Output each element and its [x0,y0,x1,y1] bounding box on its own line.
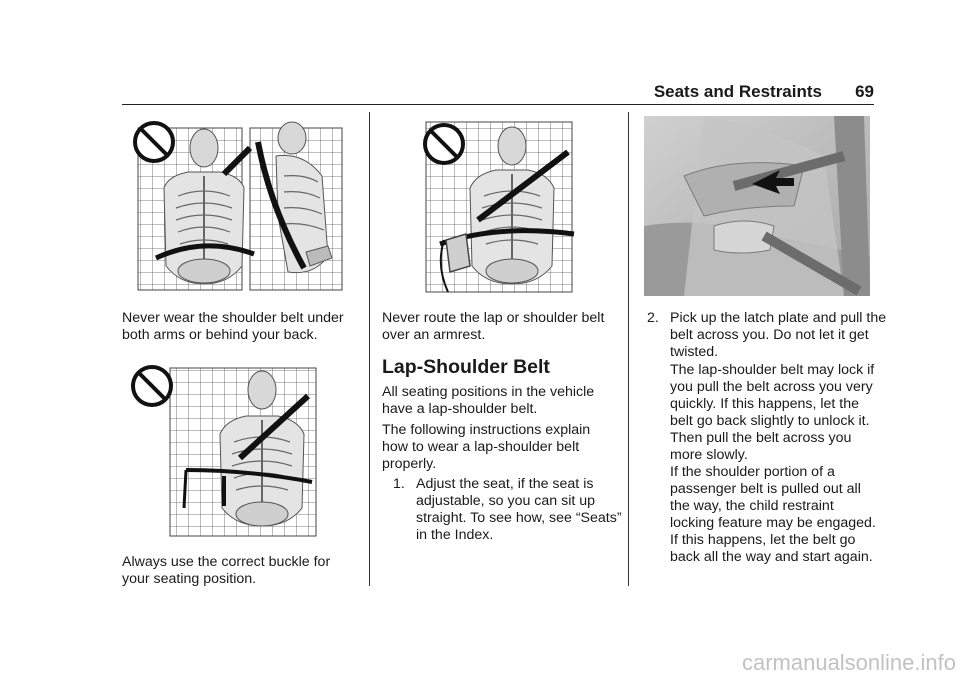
page-header [122,80,874,105]
child-restraint-lock-text: If the shoulder portion of a passenger belt is pulled out all the way, the child restraint locking feature may be engaged. If this happens, let the belt go back all the way and start again. [670,464,876,565]
section-title: Seats and Restraints [653,82,822,101]
step-1-number: 1. [393,476,405,492]
column-divider-1 [369,112,370,586]
belt-lock-text: The lap-shoulder belt may lock if you pull the belt across you very quickly. If this happens, let the belt go back slightly to unlock it. Then pull the belt across you more slowly. [670,362,875,463]
lap-shoulder-belt-heading: Lap-Shoulder Belt [382,356,550,378]
step-1 [393,476,630,544]
armrest-warning-text: Never route the lap or shoulder belt over an armrest. [382,310,605,343]
step-1-text: Adjust the seat, if the seat is adjustable, so you can sit up straight. To see how, see “Seats” in the Index. [416,476,622,543]
page-number: 69 [855,82,874,101]
figure-correct-buckle [128,358,320,538]
seating-positions-text: All seating positions in the vehicle have a lap-shoulder belt. [382,384,595,417]
step-2-text: Pick up the latch plate and pull the belt across you. Do not let it get twisted. [670,310,887,360]
figure-belt-under-arms-svg [128,116,350,294]
figure-belt-under-arms-behind-back [128,116,350,294]
figure-buckle-svg [128,358,320,538]
instructions-intro-text: The following instructions explain how to wear a lap-shoulder belt properly. [382,422,591,472]
step-2 [647,310,900,361]
warning-under-arms-text: Never wear the shoulder belt under both arms or behind your back. [122,310,344,343]
figure-pull-latch-plate-photo [644,116,870,296]
figure-armrest-svg [418,116,576,294]
figure-photo-svg [644,116,870,296]
correct-buckle-text: Always use the correct buckle for your seating position. [122,554,331,587]
watermark: carmanualsonline.info [741,650,956,675]
figure-belt-over-armrest [418,116,576,294]
step-2-number: 2. [647,310,659,326]
